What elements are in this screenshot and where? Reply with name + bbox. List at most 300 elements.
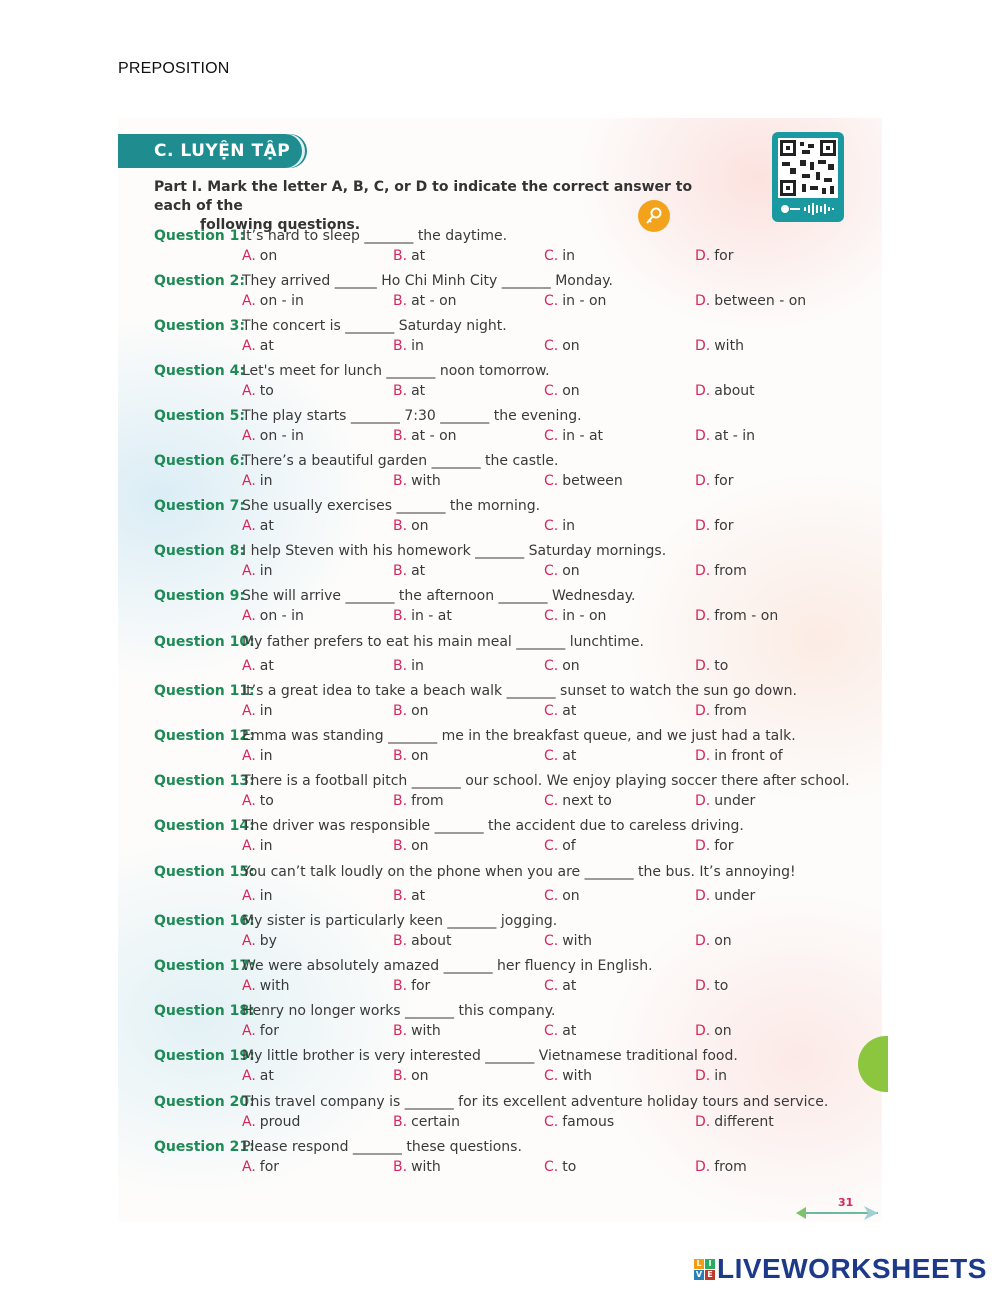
answer-option[interactable] <box>695 336 846 356</box>
option-text: at - in <box>714 428 756 444</box>
answer-option[interactable] <box>393 246 544 266</box>
option-text: on <box>411 518 429 534</box>
option-letter: D. <box>695 383 711 399</box>
option-text: on <box>411 838 429 854</box>
option-text: to <box>259 793 274 809</box>
option-text: in - at <box>562 428 604 444</box>
option-letter: D. <box>695 1023 711 1039</box>
answer-option[interactable] <box>544 701 695 721</box>
answer-option[interactable] <box>393 471 544 491</box>
option-letter: D. <box>695 748 711 764</box>
option-text: on <box>411 1068 429 1084</box>
option-letter: B. <box>393 933 408 949</box>
answer-option[interactable] <box>695 791 846 811</box>
option-letter: D. <box>695 793 711 809</box>
question-text: Emma was standing _______ me in the breakfast queue, and we just had a talk. <box>242 728 796 744</box>
option-text: at - on <box>411 293 457 309</box>
answer-option[interactable] <box>695 836 846 856</box>
question-item <box>154 316 854 356</box>
answer-option[interactable] <box>393 426 544 446</box>
option-text: to <box>714 978 729 994</box>
answer-option[interactable] <box>695 246 846 266</box>
option-letter: B. <box>393 248 408 264</box>
question-item <box>154 1001 854 1041</box>
answer-option[interactable] <box>544 1021 695 1041</box>
question-text: This travel company is _______ for its excellent adventure holiday tours and service. <box>242 1094 829 1110</box>
option-letter: C. <box>544 383 559 399</box>
option-letter: A. <box>242 1159 256 1175</box>
option-text: on <box>562 888 580 904</box>
option-text: in <box>411 338 424 354</box>
option-text: from - on <box>714 608 779 624</box>
answer-option[interactable] <box>544 381 695 401</box>
question-text: Let's meet for lunch _______ noon tomorrow. <box>242 363 550 379</box>
option-letter: D. <box>695 473 711 489</box>
option-text: for <box>259 1023 280 1039</box>
option-text: at <box>562 978 577 994</box>
option-text: on <box>562 338 580 354</box>
option-letter: C. <box>544 338 559 354</box>
option-text: on <box>411 748 429 764</box>
option-letter: A. <box>242 658 256 674</box>
answer-option[interactable] <box>544 931 695 951</box>
option-text: in <box>259 563 273 579</box>
option-text: in front of <box>714 748 783 764</box>
option-text: certain <box>411 1114 460 1130</box>
option-letter: D. <box>695 563 711 579</box>
option-text: with <box>562 1068 592 1084</box>
option-letter: A. <box>242 563 256 579</box>
answer-option[interactable] <box>242 791 393 811</box>
answer-option[interactable] <box>393 746 544 766</box>
answer-option[interactable] <box>242 976 393 996</box>
answer-option[interactable] <box>393 381 544 401</box>
option-letter: D. <box>695 838 711 854</box>
option-text: for <box>714 473 734 489</box>
logo-blocks-icon <box>694 1259 715 1280</box>
answer-option[interactable] <box>242 1066 393 1086</box>
option-text: in <box>259 748 273 764</box>
answer-option[interactable] <box>695 291 846 311</box>
answer-option[interactable] <box>393 516 544 536</box>
option-text: in - on <box>562 293 607 309</box>
answer-option[interactable] <box>544 516 695 536</box>
option-text: with <box>411 1023 441 1039</box>
option-letter: B. <box>393 1068 408 1084</box>
option-text: on - in <box>259 608 304 624</box>
option-letter: B. <box>393 888 408 904</box>
option-text: at <box>259 518 274 534</box>
question-item <box>154 862 854 906</box>
option-letter: A. <box>242 838 256 854</box>
answer-option[interactable] <box>393 1112 544 1132</box>
question-text: There is a football pitch _______ our school. We enjoy playing soccer there after school. <box>242 773 850 789</box>
question-label: Question 9: <box>154 588 245 604</box>
answer-option[interactable] <box>544 1112 695 1132</box>
question-item <box>154 226 854 266</box>
answer-option[interactable] <box>544 606 695 626</box>
option-text: on <box>714 1023 732 1039</box>
option-letter: A. <box>242 748 256 764</box>
question-label: Question 11: <box>154 683 255 699</box>
answer-option[interactable] <box>695 516 846 536</box>
option-letter: B. <box>393 608 408 624</box>
option-text: on - in <box>259 293 304 309</box>
question-item <box>154 271 854 311</box>
answer-option[interactable] <box>242 701 393 721</box>
answer-option[interactable] <box>544 836 695 856</box>
option-letter: A. <box>242 383 256 399</box>
option-text: proud <box>259 1114 301 1130</box>
question-text: The play starts _______ 7:30 _______ the evening. <box>242 408 582 424</box>
option-text: under <box>714 888 756 904</box>
option-letter: C. <box>544 563 559 579</box>
option-text: to <box>562 1159 577 1175</box>
option-text: at <box>411 248 426 264</box>
option-letter: B. <box>393 1114 408 1130</box>
option-text: at <box>259 658 274 674</box>
option-text: in <box>411 658 424 674</box>
option-text: from <box>714 563 747 579</box>
option-letter: C. <box>544 748 559 764</box>
option-text: on <box>411 703 429 719</box>
question-item <box>154 632 854 676</box>
option-letter: A. <box>242 1023 256 1039</box>
answer-option[interactable] <box>695 381 846 401</box>
answer-option[interactable] <box>695 976 846 996</box>
answer-option[interactable] <box>544 791 695 811</box>
option-text: next to <box>562 793 612 809</box>
option-letter: B. <box>393 428 408 444</box>
option-text: at <box>411 888 426 904</box>
answer-option[interactable] <box>544 471 695 491</box>
option-text: to <box>714 658 729 674</box>
question-item <box>154 586 854 626</box>
answer-option[interactable] <box>544 656 695 676</box>
answer-option[interactable] <box>544 746 695 766</box>
option-letter: D. <box>695 978 711 994</box>
option-text: with <box>562 933 592 949</box>
answer-option[interactable] <box>695 931 846 951</box>
answer-option[interactable] <box>695 1066 846 1086</box>
option-letter: A. <box>242 428 256 444</box>
option-text: from <box>714 1159 747 1175</box>
answer-option[interactable] <box>695 561 846 581</box>
answer-option[interactable] <box>695 471 846 491</box>
answer-option[interactable] <box>393 606 544 626</box>
option-text: between <box>562 473 623 489</box>
option-letter: A. <box>242 703 256 719</box>
option-letter: B. <box>393 703 408 719</box>
option-letter: D. <box>695 338 711 354</box>
logo-block: L <box>694 1259 704 1269</box>
answer-option[interactable] <box>393 561 544 581</box>
answer-option[interactable] <box>242 1112 393 1132</box>
answer-option[interactable] <box>544 336 695 356</box>
option-letter: A. <box>242 978 256 994</box>
option-letter: A. <box>242 518 256 534</box>
question-label: Question 7: <box>154 498 245 514</box>
question-label: Question 3: <box>154 318 245 334</box>
option-text: famous <box>562 1114 615 1130</box>
instruction-line-1: Part I. Mark the letter A, B, C, or D to indicate the correct answer to each of the <box>154 179 693 214</box>
option-text: on <box>714 933 732 949</box>
option-letter: C. <box>544 1114 559 1130</box>
question-item <box>154 541 854 581</box>
question-text: It’s a great idea to take a beach walk _______ sunset to watch the sun go down. <box>242 683 798 699</box>
answer-option[interactable] <box>695 1021 846 1041</box>
question-item <box>154 681 854 721</box>
logo-block: I <box>705 1259 715 1269</box>
option-text: about <box>714 383 755 399</box>
answer-option[interactable] <box>393 931 544 951</box>
option-letter: C. <box>544 248 559 264</box>
question-item <box>154 1092 854 1132</box>
option-text: in <box>259 473 273 489</box>
question-text: She will arrive _______ the afternoon _______ Wednesday. <box>242 588 636 604</box>
answer-option[interactable] <box>544 1066 695 1086</box>
option-letter: C. <box>544 1023 559 1039</box>
option-text: in - at <box>411 608 452 624</box>
answer-option[interactable] <box>544 426 695 446</box>
question-text: She usually exercises _______ the morning. <box>242 498 541 514</box>
option-text: for <box>714 838 734 854</box>
option-letter: A. <box>242 248 256 264</box>
question-text: There’s a beautiful garden _______ the castle. <box>242 453 559 469</box>
option-letter: A. <box>242 338 256 354</box>
option-letter: D. <box>695 248 711 264</box>
worksheet-page <box>118 118 882 1222</box>
option-letter: D. <box>695 658 711 674</box>
option-letter: B. <box>393 518 408 534</box>
option-letter: B. <box>393 838 408 854</box>
question-label: Question 8: <box>154 543 245 559</box>
option-letter: C. <box>544 933 559 949</box>
question-label: Question 17: <box>154 958 255 974</box>
option-letter: B. <box>393 1159 408 1175</box>
answer-option[interactable] <box>242 561 393 581</box>
page-heading: PREPOSITION <box>118 60 230 77</box>
question-text: My father prefers to eat his main meal _______ lunchtime. <box>242 634 644 650</box>
option-letter: D. <box>695 1068 711 1084</box>
logo-text: LIVEWORKSHEETS <box>717 1253 987 1284</box>
answer-option[interactable] <box>242 246 393 266</box>
option-letter: B. <box>393 658 408 674</box>
option-letter: D. <box>695 518 711 534</box>
question-label: Question 12: <box>154 728 255 744</box>
answer-option[interactable] <box>393 976 544 996</box>
option-text: at <box>562 748 577 764</box>
option-text: in <box>562 248 575 264</box>
option-text: in <box>259 888 273 904</box>
option-letter: C. <box>544 608 559 624</box>
option-letter: C. <box>544 428 559 444</box>
option-text: in <box>714 1068 727 1084</box>
option-text: between - on <box>714 293 807 309</box>
question-text: My sister is particularly keen _______ jogging. <box>242 913 558 929</box>
answer-option[interactable] <box>695 746 846 766</box>
question-text: Henry no longer works _______ this company. <box>242 1003 556 1019</box>
option-text: from <box>714 703 747 719</box>
option-text: of <box>562 838 576 854</box>
option-text: with <box>714 338 744 354</box>
option-letter: C. <box>544 1068 559 1084</box>
answer-option[interactable] <box>242 836 393 856</box>
question-text: We were absolutely amazed _______ her fluency in English. <box>242 958 653 974</box>
option-letter: A. <box>242 1114 256 1130</box>
option-text: about <box>411 933 452 949</box>
option-letter: D. <box>695 888 711 904</box>
question-item <box>154 496 854 536</box>
answer-option[interactable] <box>695 1157 846 1177</box>
answer-option[interactable] <box>242 1157 393 1177</box>
answer-option[interactable] <box>242 471 393 491</box>
question-item <box>154 816 854 856</box>
question-item <box>154 451 854 491</box>
answer-option[interactable] <box>695 701 846 721</box>
question-text: It’s hard to sleep _______ the daytime. <box>242 228 508 244</box>
question-label: Question 18: <box>154 1003 255 1019</box>
answer-option[interactable] <box>695 1112 846 1132</box>
answer-option[interactable] <box>393 701 544 721</box>
option-text: for <box>714 248 734 264</box>
question-item <box>154 956 854 996</box>
answer-option[interactable] <box>242 656 393 676</box>
answer-option[interactable] <box>544 886 695 906</box>
answer-option[interactable] <box>393 836 544 856</box>
option-text: in <box>259 838 273 854</box>
answer-option[interactable] <box>393 791 544 811</box>
answer-option[interactable] <box>242 1021 393 1041</box>
question-label: Question 6: <box>154 453 245 469</box>
answer-option[interactable] <box>393 336 544 356</box>
question-item <box>154 1046 854 1086</box>
option-letter: C. <box>544 838 559 854</box>
answer-option[interactable] <box>544 246 695 266</box>
option-text: with <box>411 473 441 489</box>
answer-option[interactable] <box>544 976 695 996</box>
question-label: Question 20: <box>154 1094 255 1110</box>
option-text: at - on <box>411 428 457 444</box>
question-text: They arrived ______ Ho Chi Minh City _______ Monday. <box>242 273 613 289</box>
answer-option[interactable] <box>242 746 393 766</box>
qr-code-icon[interactable] <box>772 132 844 222</box>
question-text: Please respond _______ these questions. <box>242 1139 522 1155</box>
answer-option[interactable] <box>242 516 393 536</box>
option-text: at <box>562 1023 577 1039</box>
answer-option[interactable] <box>242 291 393 311</box>
question-label: Question 1: <box>154 228 245 244</box>
option-text: at <box>259 1068 274 1084</box>
answer-option[interactable] <box>544 1157 695 1177</box>
answer-option[interactable] <box>544 561 695 581</box>
answer-option[interactable] <box>242 931 393 951</box>
option-text: for <box>259 1159 280 1175</box>
answer-option[interactable] <box>695 606 846 626</box>
answer-option[interactable] <box>695 886 846 906</box>
question-label: Question 13: <box>154 773 255 789</box>
question-label: Question 10: <box>154 634 255 650</box>
option-letter: B. <box>393 793 408 809</box>
question-text: You can’t talk loudly on the phone when you are _______ the bus. It’s annoying! <box>242 864 796 880</box>
answer-option[interactable] <box>393 1157 544 1177</box>
question-item <box>154 726 854 766</box>
option-letter: C. <box>544 658 559 674</box>
option-text: by <box>259 933 277 949</box>
question-text: I help Steven with his homework _______ Saturday mornings. <box>242 543 667 559</box>
question-label: Question 21: <box>154 1139 255 1155</box>
question-label: Question 14: <box>154 818 255 834</box>
option-letter: B. <box>393 748 408 764</box>
answer-option[interactable] <box>393 1021 544 1041</box>
audio-wave-icon <box>780 203 836 215</box>
answer-option[interactable] <box>242 426 393 446</box>
option-letter: B. <box>393 473 408 489</box>
option-text: under <box>714 793 756 809</box>
option-text: at <box>411 563 426 579</box>
option-text: different <box>714 1114 774 1130</box>
option-text: with <box>411 1159 441 1175</box>
answer-option[interactable] <box>544 291 695 311</box>
option-letter: D. <box>695 703 711 719</box>
option-text: on - in <box>259 428 304 444</box>
question-label: Question 2: <box>154 273 245 289</box>
answer-option[interactable] <box>393 1066 544 1086</box>
question-item <box>154 406 854 446</box>
answer-option[interactable] <box>242 886 393 906</box>
liveworksheets-logo[interactable] <box>694 1254 987 1284</box>
option-letter: B. <box>393 338 408 354</box>
option-text: on <box>562 658 580 674</box>
option-text: in <box>562 518 575 534</box>
option-letter: C. <box>544 473 559 489</box>
answer-option[interactable] <box>242 381 393 401</box>
option-letter: C. <box>544 293 559 309</box>
option-text: from <box>411 793 444 809</box>
answer-option[interactable] <box>695 656 846 676</box>
option-text: on <box>562 383 580 399</box>
option-letter: C. <box>544 518 559 534</box>
side-tab <box>858 1036 888 1092</box>
option-text: to <box>259 383 274 399</box>
answer-option[interactable] <box>242 336 393 356</box>
answer-option[interactable] <box>393 656 544 676</box>
option-text: for <box>714 518 734 534</box>
page-number-arrow-icon <box>794 1194 884 1224</box>
answer-option[interactable] <box>393 291 544 311</box>
answer-option[interactable] <box>695 426 846 446</box>
option-letter: D. <box>695 293 711 309</box>
option-text: at <box>411 383 426 399</box>
instruction-line-2: following questions. <box>200 217 361 233</box>
option-text: on <box>259 248 278 264</box>
option-text: at <box>562 703 577 719</box>
option-letter: A. <box>242 933 256 949</box>
option-letter: B. <box>393 1023 408 1039</box>
question-item <box>154 1137 854 1177</box>
answer-option[interactable] <box>242 606 393 626</box>
option-letter: A. <box>242 473 256 489</box>
question-label: Question 16: <box>154 913 255 929</box>
option-letter: B. <box>393 563 408 579</box>
answer-option[interactable] <box>393 886 544 906</box>
option-letter: C. <box>544 1159 559 1175</box>
option-text: with <box>259 978 290 994</box>
option-letter: B. <box>393 978 408 994</box>
option-letter: D. <box>695 428 711 444</box>
option-letter: C. <box>544 978 559 994</box>
question-label: Question 19: <box>154 1048 255 1064</box>
